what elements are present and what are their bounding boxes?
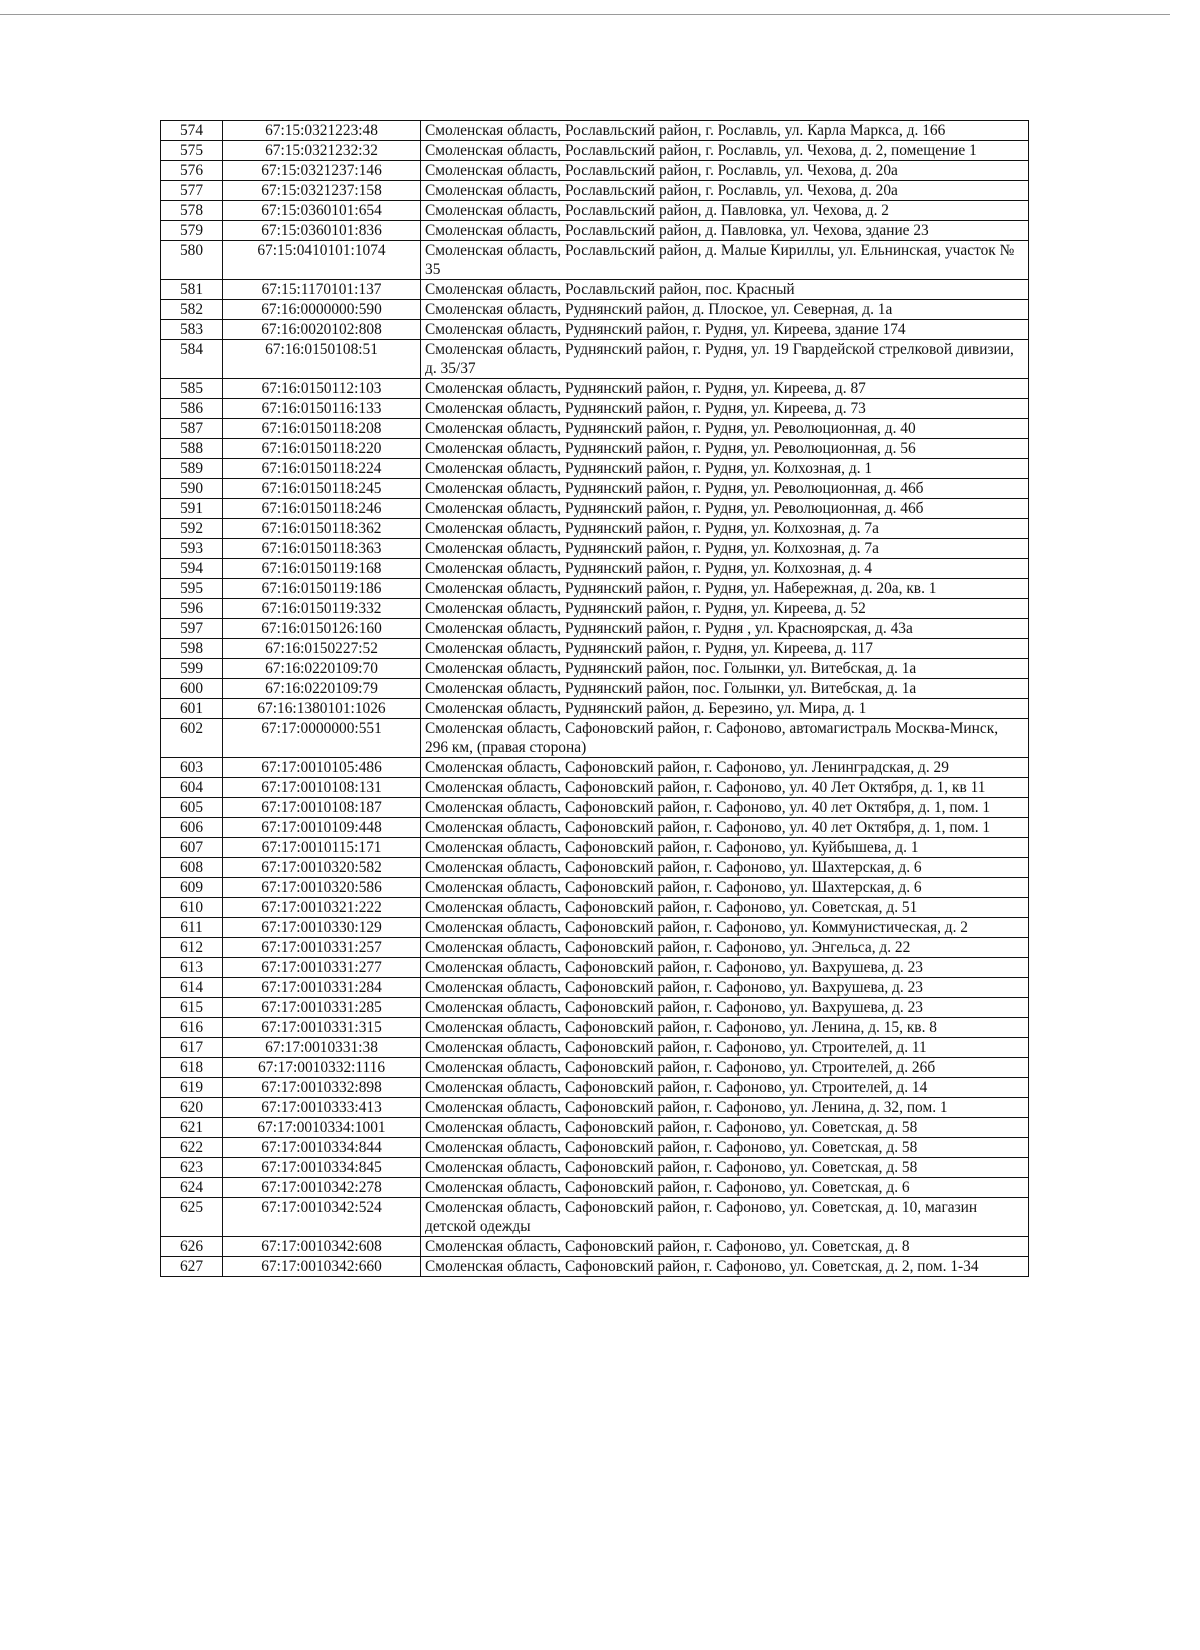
table-row (161, 141, 1029, 161)
cadastral-number-cell: 67:16:0150118:220 (223, 439, 421, 459)
address-cell: Смоленская область, Сафоновский район, г. Сафоново, ул. Советская, д. 51 (421, 898, 1029, 918)
table-row (161, 898, 1029, 918)
cadastral-number-cell: 67:17:0010342:608 (223, 1237, 421, 1257)
address-cell: Смоленская область, Сафоновский район, г. Сафоново, ул. Советская, д. 2, пом. 1-34 (421, 1257, 1029, 1277)
address-cell: Смоленская область, Руднянский район, г. Рудня, ул. Киреева, д. 87 (421, 379, 1029, 399)
cadastral-number-cell: 67:17:0010320:582 (223, 858, 421, 878)
cadastral-number-cell: 67:16:0150112:103 (223, 379, 421, 399)
cadastral-number-cell: 67:16:0150118:224 (223, 459, 421, 479)
address-cell: Смоленская область, Руднянский район, г. Рудня , ул. Красноярская, д. 43а (421, 619, 1029, 639)
cadastral-number-cell: 67:16:0150126:160 (223, 619, 421, 639)
cadastral-number-cell: 67:16:0150119:332 (223, 599, 421, 619)
row-number-cell: 615 (161, 998, 223, 1018)
row-number-cell: 584 (161, 340, 223, 379)
table-row (161, 161, 1029, 181)
row-number-cell: 581 (161, 280, 223, 300)
row-number-cell: 617 (161, 1038, 223, 1058)
table-row (161, 1078, 1029, 1098)
cadastral-number-cell: 67:17:0010334:1001 (223, 1118, 421, 1138)
row-number-cell: 575 (161, 141, 223, 161)
row-number-cell: 612 (161, 938, 223, 958)
table-row (161, 639, 1029, 659)
row-number-cell: 610 (161, 898, 223, 918)
cadastral-number-cell: 67:17:0010342:524 (223, 1198, 421, 1237)
address-cell: Смоленская область, Сафоновский район, г. Сафоново, ул. Вахрушева, д. 23 (421, 958, 1029, 978)
address-cell: Смоленская область, Сафоновский район, г. Сафоново, ул. Советская, д. 10, магазин детской одежды (421, 1198, 1029, 1237)
cadastral-number-cell: 67:17:0010342:278 (223, 1178, 421, 1198)
row-number-cell: 618 (161, 1058, 223, 1078)
cadastral-number-cell: 67:17:0010334:845 (223, 1158, 421, 1178)
row-number-cell: 627 (161, 1257, 223, 1277)
cadastral-number-cell: 67:15:0410101:1074 (223, 241, 421, 280)
table-row (161, 1098, 1029, 1118)
table-row (161, 201, 1029, 221)
row-number-cell: 606 (161, 818, 223, 838)
address-cell: Смоленская область, Руднянский район, г. Рудня, ул. 19 Гвардейской стрелковой дивизии, д. 35/37 (421, 340, 1029, 379)
row-number-cell: 608 (161, 858, 223, 878)
row-number-cell: 603 (161, 758, 223, 778)
address-cell: Смоленская область, Рославльский район, д. Малые Кириллы, ул. Ельнинская, участок № 35 (421, 241, 1029, 280)
table-row (161, 699, 1029, 719)
address-cell: Смоленская область, Рославльский район, г. Рославль, ул. Карла Маркса, д. 166 (421, 121, 1029, 141)
cadastral-number-cell: 67:15:0321232:32 (223, 141, 421, 161)
cadastral-number-cell: 67:16:0000000:590 (223, 300, 421, 320)
row-number-cell: 601 (161, 699, 223, 719)
row-number-cell: 599 (161, 659, 223, 679)
cadastral-number-cell: 67:16:0220109:70 (223, 659, 421, 679)
row-number-cell: 609 (161, 878, 223, 898)
address-cell: Смоленская область, Руднянский район, г. Рудня, ул. Революционная, д. 40 (421, 419, 1029, 439)
cadastral-number-cell: 67:17:0000000:551 (223, 719, 421, 758)
table-row (161, 1058, 1029, 1078)
table-row (161, 1178, 1029, 1198)
table-row (161, 978, 1029, 998)
table-row (161, 439, 1029, 459)
table-row (161, 579, 1029, 599)
row-number-cell: 578 (161, 201, 223, 221)
table-row (161, 280, 1029, 300)
table-row (161, 758, 1029, 778)
address-cell: Смоленская область, Рославльский район, д. Павловка, ул. Чехова, д. 2 (421, 201, 1029, 221)
address-cell: Смоленская область, Сафоновский район, г. Сафоново, автомагистраль Москва-Минск, 296 км, (правая сторона) (421, 719, 1029, 758)
cadastral-number-cell: 67:17:0010321:222 (223, 898, 421, 918)
row-number-cell: 597 (161, 619, 223, 639)
row-number-cell: 605 (161, 798, 223, 818)
table-row (161, 918, 1029, 938)
address-cell: Смоленская область, Сафоновский район, г. Сафоново, ул. Ленинградская, д. 29 (421, 758, 1029, 778)
row-number-cell: 623 (161, 1158, 223, 1178)
cadastral-number-cell: 67:16:0150118:362 (223, 519, 421, 539)
table-row (161, 121, 1029, 141)
cadastral-number-cell: 67:17:0010109:448 (223, 818, 421, 838)
row-number-cell: 607 (161, 838, 223, 858)
row-number-cell: 580 (161, 241, 223, 280)
row-number-cell: 604 (161, 778, 223, 798)
table-row (161, 719, 1029, 758)
address-cell: Смоленская область, Руднянский район, пос. Голынки, ул. Витебская, д. 1а (421, 659, 1029, 679)
row-number-cell: 621 (161, 1118, 223, 1138)
address-cell: Смоленская область, Руднянский район, г. Рудня, ул. Революционная, д. 46б (421, 479, 1029, 499)
cadastral-number-cell: 67:15:0321237:158 (223, 181, 421, 201)
address-cell: Смоленская область, Руднянский район, г. Рудня, ул. Киреева, здание 174 (421, 320, 1029, 340)
address-cell: Смоленская область, Руднянский район, г. Рудня, ул. Колхозная, д. 4 (421, 559, 1029, 579)
row-number-cell: 611 (161, 918, 223, 938)
address-cell: Смоленская область, Руднянский район, г. Рудня, ул. Киреева, д. 73 (421, 399, 1029, 419)
row-number-cell: 613 (161, 958, 223, 978)
registry-table-body (161, 121, 1029, 1277)
table-row (161, 559, 1029, 579)
table-row (161, 599, 1029, 619)
address-cell: Смоленская область, Сафоновский район, г. Сафоново, ул. Энгельса, д. 22 (421, 938, 1029, 958)
table-row (161, 1158, 1029, 1178)
row-number-cell: 598 (161, 639, 223, 659)
table-row (161, 419, 1029, 439)
cadastral-number-cell: 67:15:0321223:48 (223, 121, 421, 141)
table-row (161, 320, 1029, 340)
cadastral-number-cell: 67:17:0010331:284 (223, 978, 421, 998)
table-row (161, 479, 1029, 499)
table-row (161, 1198, 1029, 1237)
address-cell: Смоленская область, Сафоновский район, г. Сафоново, ул. Коммунистическая, д. 2 (421, 918, 1029, 938)
address-cell: Смоленская область, Сафоновский район, г. Сафоново, ул. Советская, д. 8 (421, 1237, 1029, 1257)
table-row (161, 499, 1029, 519)
row-number-cell: 590 (161, 479, 223, 499)
address-cell: Смоленская область, Руднянский район, г. Рудня, ул. Колхозная, д. 7а (421, 519, 1029, 539)
address-cell: Смоленская область, Сафоновский район, г. Сафоново, ул. Ленина, д. 15, кв. 8 (421, 1018, 1029, 1038)
address-cell: Смоленская область, Сафоновский район, г. Сафоново, ул. Куйбышева, д. 1 (421, 838, 1029, 858)
cadastral-number-cell: 67:16:0150108:51 (223, 340, 421, 379)
address-cell: Смоленская область, Сафоновский район, г. Сафоново, ул. 40 лет Октября, д. 1, пом. 1 (421, 798, 1029, 818)
cadastral-number-cell: 67:17:0010331:257 (223, 938, 421, 958)
table-row (161, 519, 1029, 539)
address-cell: Смоленская область, Руднянский район, г. Рудня, ул. Колхозная, д. 7а (421, 539, 1029, 559)
row-number-cell: 594 (161, 559, 223, 579)
cadastral-number-cell: 67:16:0220109:79 (223, 679, 421, 699)
row-number-cell: 600 (161, 679, 223, 699)
cadastral-number-cell: 67:17:0010334:844 (223, 1138, 421, 1158)
address-cell: Смоленская область, Сафоновский район, г. Сафоново, ул. Шахтерская, д. 6 (421, 858, 1029, 878)
table-row (161, 459, 1029, 479)
address-cell: Смоленская область, Сафоновский район, г. Сафоново, ул. Советская, д. 58 (421, 1118, 1029, 1138)
row-number-cell: 616 (161, 1018, 223, 1038)
table-row (161, 379, 1029, 399)
table-row (161, 1138, 1029, 1158)
cadastral-number-cell: 67:17:0010331:315 (223, 1018, 421, 1038)
cadastral-number-cell: 67:17:0010115:171 (223, 838, 421, 858)
row-number-cell: 626 (161, 1237, 223, 1257)
table-row (161, 241, 1029, 280)
cadastral-number-cell: 67:16:0150118:245 (223, 479, 421, 499)
address-cell: Смоленская область, Руднянский район, г. Рудня, ул. Революционная, д. 46б (421, 499, 1029, 519)
row-number-cell: 585 (161, 379, 223, 399)
cadastral-number-cell: 67:15:1170101:137 (223, 280, 421, 300)
cadastral-number-cell: 67:15:0360101:836 (223, 221, 421, 241)
table-row (161, 619, 1029, 639)
row-number-cell: 583 (161, 320, 223, 340)
cadastral-number-cell: 67:17:0010331:285 (223, 998, 421, 1018)
address-cell: Смоленская область, Сафоновский район, г. Сафоново, ул. Шахтерская, д. 6 (421, 878, 1029, 898)
row-number-cell: 625 (161, 1198, 223, 1237)
table-row (161, 1237, 1029, 1257)
row-number-cell: 592 (161, 519, 223, 539)
address-cell: Смоленская область, Руднянский район, г. Рудня, ул. Киреева, д. 117 (421, 639, 1029, 659)
cadastral-number-cell: 67:17:0010105:486 (223, 758, 421, 778)
table-row (161, 539, 1029, 559)
row-number-cell: 622 (161, 1138, 223, 1158)
row-number-cell: 620 (161, 1098, 223, 1118)
address-cell: Смоленская область, Сафоновский район, г. Сафоново, ул. Строителей, д. 14 (421, 1078, 1029, 1098)
cadastral-number-cell: 67:17:0010333:413 (223, 1098, 421, 1118)
table-row (161, 1018, 1029, 1038)
table-row (161, 1257, 1029, 1277)
table-row (161, 1038, 1029, 1058)
cadastral-number-cell: 67:17:0010332:1116 (223, 1058, 421, 1078)
row-number-cell: 582 (161, 300, 223, 320)
table-row (161, 798, 1029, 818)
row-number-cell: 588 (161, 439, 223, 459)
cadastral-number-cell: 67:16:0150118:208 (223, 419, 421, 439)
address-cell: Смоленская область, Руднянский район, д. Плоское, ул. Северная, д. 1а (421, 300, 1029, 320)
address-cell: Смоленская область, Рославльский район, г. Рославль, ул. Чехова, д. 20а (421, 161, 1029, 181)
cadastral-number-cell: 67:17:0010331:277 (223, 958, 421, 978)
table-row (161, 399, 1029, 419)
table-row (161, 181, 1029, 201)
address-cell: Смоленская область, Рославльский район, г. Рославль, ул. Чехова, д. 2, помещение 1 (421, 141, 1029, 161)
address-cell: Смоленская область, Сафоновский район, г. Сафоново, ул. Вахрушева, д. 23 (421, 978, 1029, 998)
cadastral-number-cell: 67:15:0321237:146 (223, 161, 421, 181)
address-cell: Смоленская область, Сафоновский район, г. Сафоново, ул. Строителей, д. 26б (421, 1058, 1029, 1078)
address-cell: Смоленская область, Руднянский район, д. Березино, ул. Мира, д. 1 (421, 699, 1029, 719)
scan-top-edge-line (0, 14, 1170, 15)
row-number-cell: 586 (161, 399, 223, 419)
row-number-cell: 619 (161, 1078, 223, 1098)
table-row (161, 818, 1029, 838)
row-number-cell: 624 (161, 1178, 223, 1198)
address-cell: Смоленская область, Сафоновский район, г. Сафоново, ул. 40 Лет Октября, д. 1, кв 11 (421, 778, 1029, 798)
row-number-cell: 595 (161, 579, 223, 599)
address-cell: Смоленская область, Сафоновский район, г. Сафоново, ул. Вахрушева, д. 23 (421, 998, 1029, 1018)
table-row (161, 938, 1029, 958)
address-cell: Смоленская область, Рославльский район, г. Рославль, ул. Чехова, д. 20а (421, 181, 1029, 201)
cadastral-number-cell: 67:17:0010342:660 (223, 1257, 421, 1277)
table-row (161, 858, 1029, 878)
cadastral-number-cell: 67:16:1380101:1026 (223, 699, 421, 719)
cadastral-number-cell: 67:17:0010330:129 (223, 918, 421, 938)
address-cell: Смоленская область, Руднянский район, пос. Голынки, ул. Витебская, д. 1а (421, 679, 1029, 699)
cadastral-number-cell: 67:17:0010108:131 (223, 778, 421, 798)
cadastral-number-cell: 67:16:0020102:808 (223, 320, 421, 340)
cadastral-number-cell: 67:16:0150116:133 (223, 399, 421, 419)
table-row (161, 878, 1029, 898)
table-row (161, 221, 1029, 241)
address-cell: Смоленская область, Сафоновский район, г. Сафоново, ул. Строителей, д. 11 (421, 1038, 1029, 1058)
row-number-cell: 587 (161, 419, 223, 439)
address-cell: Смоленская область, Сафоновский район, г. Сафоново, ул. 40 лет Октября, д. 1, пом. 1 (421, 818, 1029, 838)
row-number-cell: 579 (161, 221, 223, 241)
table-row (161, 998, 1029, 1018)
row-number-cell: 589 (161, 459, 223, 479)
row-number-cell: 614 (161, 978, 223, 998)
cadastral-number-cell: 67:15:0360101:654 (223, 201, 421, 221)
row-number-cell: 593 (161, 539, 223, 559)
address-cell: Смоленская область, Руднянский район, г. Рудня, ул. Революционная, д. 56 (421, 439, 1029, 459)
address-cell: Смоленская область, Сафоновский район, г. Сафоново, ул. Советская, д. 58 (421, 1158, 1029, 1178)
address-cell: Смоленская область, Рославльский район, пос. Красный (421, 280, 1029, 300)
table-row (161, 340, 1029, 379)
row-number-cell: 602 (161, 719, 223, 758)
row-number-cell: 596 (161, 599, 223, 619)
row-number-cell: 577 (161, 181, 223, 201)
table-row (161, 838, 1029, 858)
table-row (161, 958, 1029, 978)
cadastral-number-cell: 67:17:0010331:38 (223, 1038, 421, 1058)
address-cell: Смоленская область, Руднянский район, г. Рудня, ул. Набережная, д. 20а, кв. 1 (421, 579, 1029, 599)
cadastral-number-cell: 67:16:0150119:186 (223, 579, 421, 599)
table-row (161, 679, 1029, 699)
row-number-cell: 574 (161, 121, 223, 141)
cadastral-number-cell: 67:17:0010332:898 (223, 1078, 421, 1098)
table-row (161, 778, 1029, 798)
property-registry-table (160, 120, 1029, 1277)
address-cell: Смоленская область, Сафоновский район, г. Сафоново, ул. Ленина, д. 32, пом. 1 (421, 1098, 1029, 1118)
table-row (161, 300, 1029, 320)
row-number-cell: 591 (161, 499, 223, 519)
document-page (160, 120, 1028, 1277)
cadastral-number-cell: 67:16:0150119:168 (223, 559, 421, 579)
cadastral-number-cell: 67:16:0150227:52 (223, 639, 421, 659)
cadastral-number-cell: 67:17:0010320:586 (223, 878, 421, 898)
address-cell: Смоленская область, Сафоновский район, г. Сафоново, ул. Советская, д. 6 (421, 1178, 1029, 1198)
row-number-cell: 576 (161, 161, 223, 181)
cadastral-number-cell: 67:16:0150118:363 (223, 539, 421, 559)
cadastral-number-cell: 67:16:0150118:246 (223, 499, 421, 519)
address-cell: Смоленская область, Руднянский район, г. Рудня, ул. Киреева, д. 52 (421, 599, 1029, 619)
address-cell: Смоленская область, Рославльский район, д. Павловка, ул. Чехова, здание 23 (421, 221, 1029, 241)
cadastral-number-cell: 67:17:0010108:187 (223, 798, 421, 818)
table-row (161, 1118, 1029, 1138)
table-row (161, 659, 1029, 679)
address-cell: Смоленская область, Сафоновский район, г. Сафоново, ул. Советская, д. 58 (421, 1138, 1029, 1158)
address-cell: Смоленская область, Руднянский район, г. Рудня, ул. Колхозная, д. 1 (421, 459, 1029, 479)
